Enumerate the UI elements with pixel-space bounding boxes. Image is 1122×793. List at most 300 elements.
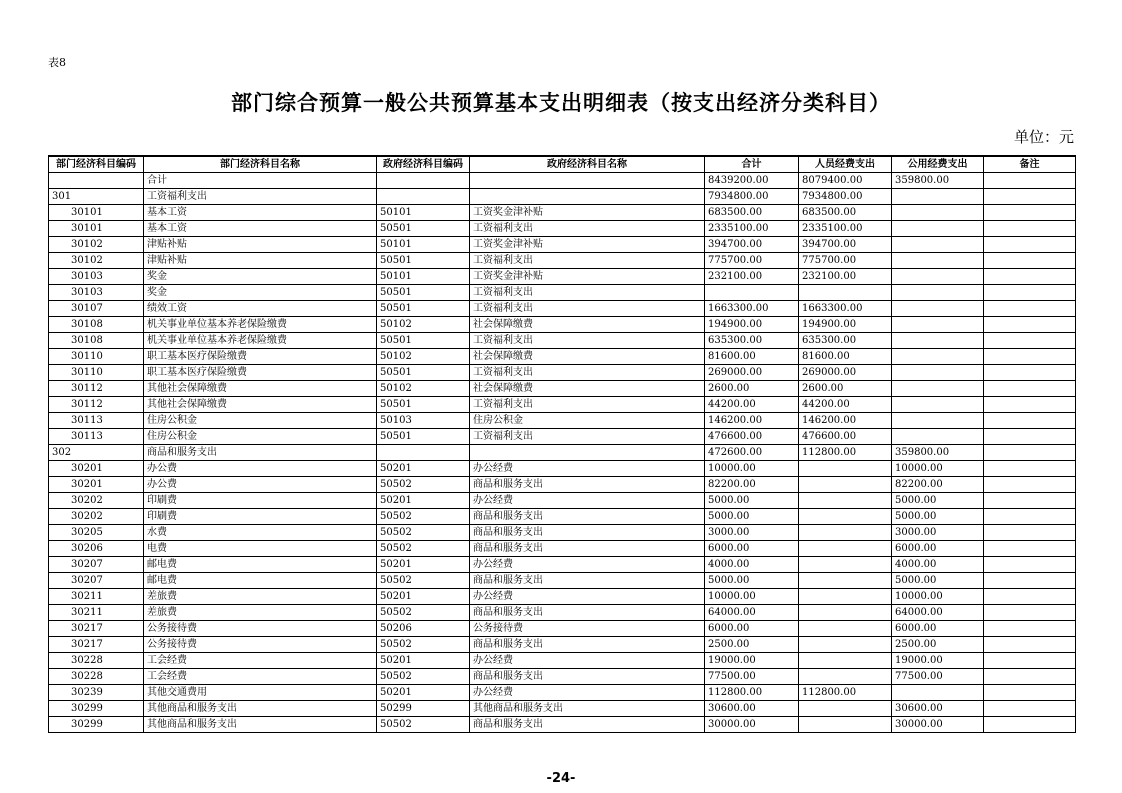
table-cell [49,173,144,189]
table-cell [892,685,984,701]
table-cell: 2600.00 [705,381,799,397]
table-cell: 50102 [377,317,470,333]
table-cell: 30113 [49,413,144,429]
table-cell: 住房公积金 [144,429,377,445]
table-cell: 5000.00 [892,573,984,589]
table-cell [892,221,984,237]
table-cell [892,285,984,301]
table-cell: 683500.00 [799,205,892,221]
table-cell: 7934800.00 [799,189,892,205]
table-row [49,317,1076,333]
table-cell: 50299 [377,701,470,717]
table-cell: 146200.00 [705,413,799,429]
table-row [49,509,1076,525]
table-cell: 2600.00 [799,381,892,397]
column-header: 备注 [984,156,1076,173]
table-cell [799,509,892,525]
table-cell: 194900.00 [705,317,799,333]
table-cell: 办公经费 [470,557,705,573]
table-cell: 81600.00 [705,349,799,365]
table-cell: 办公经费 [470,589,705,605]
table-cell: 50502 [377,477,470,493]
table-cell [984,173,1076,189]
table-cell: 30101 [49,221,144,237]
table-cell [984,221,1076,237]
table-row [49,205,1076,221]
table-row [49,173,1076,189]
table-cell: 50201 [377,493,470,509]
unit-label: 单位：元 [1013,128,1074,146]
table-cell: 社会保障缴费 [470,381,705,397]
table-cell: 50101 [377,205,470,221]
table-cell: 工资奖金津补贴 [470,269,705,285]
table-body [49,173,1076,733]
table-cell [984,413,1076,429]
table-cell [799,573,892,589]
table-cell: 146200.00 [799,413,892,429]
table-cell: 5000.00 [705,573,799,589]
table-cell [377,189,470,205]
table-cell: 50502 [377,717,470,733]
table-cell: 职工基本医疗保险缴费 [144,349,377,365]
table-cell [984,541,1076,557]
table-row [49,621,1076,637]
table-row [49,669,1076,685]
table-cell: 30102 [49,237,144,253]
table-cell: 30000.00 [705,717,799,733]
table-cell [984,525,1076,541]
table-cell [984,669,1076,685]
table-cell: 职工基本医疗保险缴费 [144,365,377,381]
table-cell: 社会保障缴费 [470,349,705,365]
table-row [49,717,1076,733]
table-cell: 19000.00 [705,653,799,669]
table-cell: 1663300.00 [705,301,799,317]
table-cell: 奖金 [144,269,377,285]
table-cell [799,605,892,621]
table-cell: 269000.00 [799,365,892,381]
table-cell: 其他社会保障缴费 [144,397,377,413]
table-cell: 6000.00 [892,621,984,637]
table-cell: 30202 [49,493,144,509]
table-cell: 64000.00 [705,605,799,621]
table-cell: 30110 [49,365,144,381]
table-cell [892,205,984,221]
table-cell: 30103 [49,269,144,285]
table-cell: 邮电费 [144,557,377,573]
table-cell: 住房公积金 [144,413,377,429]
table-cell: 50101 [377,269,470,285]
table-cell: 其他交通费用 [144,685,377,701]
table-cell: 基本工资 [144,205,377,221]
column-header: 公用经费支出 [892,156,984,173]
table-cell [892,397,984,413]
table-cell: 44200.00 [799,397,892,413]
table-cell [984,637,1076,653]
table-cell: 30103 [49,285,144,301]
table-cell: 公务接待费 [144,637,377,653]
table-row [49,237,1076,253]
table-cell: 82200.00 [892,477,984,493]
table-cell [470,189,705,205]
table-cell: 2335100.00 [799,221,892,237]
table-cell: 476600.00 [705,429,799,445]
table-cell [470,445,705,461]
table-cell: 3000.00 [705,525,799,541]
table-cell: 50201 [377,557,470,573]
table-cell: 635300.00 [799,333,892,349]
table-cell: 其他商品和服务支出 [144,701,377,717]
table-cell: 50501 [377,397,470,413]
table-cell [984,397,1076,413]
table-cell: 394700.00 [705,237,799,253]
table-cell: 30102 [49,253,144,269]
table-cell: 476600.00 [799,429,892,445]
table-cell [984,333,1076,349]
table-cell [984,381,1076,397]
table-cell: 30299 [49,717,144,733]
table-cell: 302 [49,445,144,461]
table-cell [984,653,1076,669]
table-cell [892,317,984,333]
column-header: 部门经济科目编码 [49,156,144,173]
table-row [49,349,1076,365]
table-cell [799,637,892,653]
table-cell: 商品和服务支出 [470,477,705,493]
table-tag: 表8 [48,56,66,69]
table-cell [799,701,892,717]
table-cell [892,365,984,381]
table-cell [984,605,1076,621]
table-cell: 472600.00 [705,445,799,461]
table-cell [984,701,1076,717]
table-cell: 30113 [49,429,144,445]
table-cell: 30112 [49,381,144,397]
table-cell: 印刷费 [144,509,377,525]
table-cell: 其他商品和服务支出 [144,717,377,733]
table-cell: 775700.00 [705,253,799,269]
table-cell [799,669,892,685]
table-cell: 2500.00 [892,637,984,653]
table-cell: 359800.00 [892,173,984,189]
table-cell: 1663300.00 [799,301,892,317]
table-cell: 50201 [377,653,470,669]
table-cell: 商品和服务支出 [144,445,377,461]
table-cell: 5000.00 [705,509,799,525]
table-cell: 50501 [377,333,470,349]
table-row [49,413,1076,429]
table-cell: 2335100.00 [705,221,799,237]
table-cell [799,477,892,493]
table-cell: 公务接待费 [144,621,377,637]
table-cell: 30600.00 [892,701,984,717]
table-cell [799,653,892,669]
table-cell [892,349,984,365]
table-cell [377,445,470,461]
table-cell [984,589,1076,605]
table-row [49,589,1076,605]
table-cell: 商品和服务支出 [470,717,705,733]
table-cell: 30101 [49,205,144,221]
table-row [49,701,1076,717]
table-cell [892,333,984,349]
table-cell: 5000.00 [892,509,984,525]
table-cell: 30205 [49,525,144,541]
table-cell: 2500.00 [705,637,799,653]
table-cell: 30107 [49,301,144,317]
table-cell [892,413,984,429]
table-cell: 50502 [377,573,470,589]
table-cell: 194900.00 [799,317,892,333]
table-cell: 50502 [377,541,470,557]
table-cell [892,237,984,253]
table-cell: 办公经费 [470,461,705,477]
table-cell: 50201 [377,589,470,605]
table-row [49,397,1076,413]
table-cell: 30207 [49,557,144,573]
table-cell: 工资福利支出 [470,221,705,237]
table-cell: 30299 [49,701,144,717]
table-cell: 工资福利支出 [470,333,705,349]
table-cell: 工资福利支出 [470,253,705,269]
table-cell [984,365,1076,381]
table-cell [984,557,1076,573]
table-cell: 10000.00 [705,589,799,605]
page-title: 部门综合预算一般公共预算基本支出明细表（按支出经济分类科目） [231,91,891,115]
table-cell: 50103 [377,413,470,429]
table-row [49,429,1076,445]
table-cell [984,189,1076,205]
table-cell: 394700.00 [799,237,892,253]
table-cell: 30110 [49,349,144,365]
table-cell: 30217 [49,621,144,637]
table-cell: 其他社会保障缴费 [144,381,377,397]
table-cell: 差旅费 [144,589,377,605]
table-cell: 10000.00 [705,461,799,477]
table-cell: 269000.00 [705,365,799,381]
table-cell: 工资奖金津补贴 [470,237,705,253]
table-cell: 8439200.00 [705,173,799,189]
table-cell: 5000.00 [705,493,799,509]
table-cell: 112800.00 [705,685,799,701]
table-cell: 5000.00 [892,493,984,509]
table-cell [892,189,984,205]
table-cell [984,477,1076,493]
table-row [49,365,1076,381]
table-cell: 635300.00 [705,333,799,349]
table-cell: 10000.00 [892,461,984,477]
column-header: 部门经济科目名称 [144,156,377,173]
table-cell: 30207 [49,573,144,589]
table-cell: 机关事业单位基本养老保险缴费 [144,333,377,349]
table-cell [799,621,892,637]
table-cell [892,269,984,285]
column-header: 合计 [705,156,799,173]
column-header: 政府经济科目名称 [470,156,705,173]
table-cell: 机关事业单位基本养老保险缴费 [144,317,377,333]
table-cell: 359800.00 [892,445,984,461]
table-cell: 50502 [377,509,470,525]
table-cell: 8079400.00 [799,173,892,189]
table-cell: 50501 [377,253,470,269]
table-cell: 50501 [377,429,470,445]
table-cell: 50501 [377,285,470,301]
table-cell: 50206 [377,621,470,637]
table-cell: 30112 [49,397,144,413]
column-header: 政府经济科目编码 [377,156,470,173]
table-cell [799,717,892,733]
table-cell: 50502 [377,637,470,653]
table-row [49,221,1076,237]
table-cell: 商品和服务支出 [470,573,705,589]
table-cell: 10000.00 [892,589,984,605]
table-row [49,189,1076,205]
table-cell: 工会经费 [144,669,377,685]
table-cell: 住房公积金 [470,413,705,429]
table-cell: 30108 [49,333,144,349]
table-cell [799,525,892,541]
table-cell: 4000.00 [705,557,799,573]
table-cell [799,493,892,509]
table-cell: 7934800.00 [705,189,799,205]
table-cell: 30239 [49,685,144,701]
table-cell: 商品和服务支出 [470,541,705,557]
table-cell: 82200.00 [705,477,799,493]
table-cell: 50502 [377,605,470,621]
table-cell: 津贴补贴 [144,237,377,253]
table-cell: 工资福利支出 [470,285,705,301]
table-cell [984,621,1076,637]
table-row [49,461,1076,477]
table-cell [984,717,1076,733]
table-cell: 工资福利支出 [470,429,705,445]
table-row [49,285,1076,301]
table-cell: 50101 [377,237,470,253]
table-row [49,253,1076,269]
table-cell [799,557,892,573]
table-row [49,269,1076,285]
table-cell [984,429,1076,445]
table-cell: 商品和服务支出 [470,637,705,653]
table-cell: 差旅费 [144,605,377,621]
table-cell [984,205,1076,221]
table-row [49,445,1076,461]
table-cell: 社会保障缴费 [470,317,705,333]
table-cell [984,301,1076,317]
table-cell: 商品和服务支出 [470,669,705,685]
table-cell: 工资福利支出 [470,365,705,381]
table-cell [984,685,1076,701]
table-row [49,573,1076,589]
table-cell: 其他商品和服务支出 [470,701,705,717]
table-cell: 4000.00 [892,557,984,573]
table-cell: 30217 [49,637,144,653]
table-row [49,381,1076,397]
table-row [49,605,1076,621]
table-cell: 绩效工资 [144,301,377,317]
table-cell: 30211 [49,589,144,605]
table-row [49,525,1076,541]
table-cell [984,237,1076,253]
table-cell: 工资奖金津补贴 [470,205,705,221]
table-cell: 办公费 [144,461,377,477]
table-cell: 工会经费 [144,653,377,669]
column-header: 人员经费支出 [799,156,892,173]
table-cell: 电费 [144,541,377,557]
table-cell: 232100.00 [799,269,892,285]
table-cell: 30228 [49,653,144,669]
table-cell [377,173,470,189]
table-cell: 工资福利支出 [470,397,705,413]
table-cell: 30228 [49,669,144,685]
table-cell: 50501 [377,221,470,237]
table-cell [984,253,1076,269]
table-cell: 6000.00 [892,541,984,557]
header-row [49,156,1076,173]
table-cell: 办公费 [144,477,377,493]
table-cell [799,285,892,301]
table-cell: 津贴补贴 [144,253,377,269]
table-row [49,301,1076,317]
table-row [49,653,1076,669]
table-cell: 64000.00 [892,605,984,621]
table-cell: 6000.00 [705,541,799,557]
table-cell [984,509,1076,525]
table-cell: 30600.00 [705,701,799,717]
table-cell: 公务接待费 [470,621,705,637]
table-cell [799,541,892,557]
table-row [49,637,1076,653]
table-cell: 3000.00 [892,525,984,541]
table-cell: 6000.00 [705,621,799,637]
table-cell: 112800.00 [799,685,892,701]
table-cell: 50102 [377,349,470,365]
table-cell: 基本工资 [144,221,377,237]
table-cell: 232100.00 [705,269,799,285]
table-cell [984,349,1076,365]
table-cell [984,269,1076,285]
table-cell: 邮电费 [144,573,377,589]
table-row [49,333,1076,349]
table-cell: 30211 [49,605,144,621]
table-cell: 50502 [377,525,470,541]
table-cell [705,285,799,301]
table-cell: 办公经费 [470,653,705,669]
table-cell [984,461,1076,477]
table-cell: 商品和服务支出 [470,525,705,541]
table-cell: 50201 [377,461,470,477]
table-cell [799,461,892,477]
table-cell: 77500.00 [705,669,799,685]
table-cell: 工资福利支出 [144,189,377,205]
table-row [49,541,1076,557]
table-cell: 50102 [377,381,470,397]
table-cell: 30201 [49,477,144,493]
table-cell: 印刷费 [144,493,377,509]
table-cell: 办公经费 [470,685,705,701]
table-cell [984,317,1076,333]
table-cell: 30201 [49,461,144,477]
table-cell: 44200.00 [705,397,799,413]
table-cell: 50201 [377,685,470,701]
table-cell: 775700.00 [799,253,892,269]
table-cell: 50501 [377,365,470,381]
table-cell [892,381,984,397]
table-cell: 合计 [144,173,377,189]
table-cell: 77500.00 [892,669,984,685]
table-cell: 19000.00 [892,653,984,669]
table-cell [470,173,705,189]
